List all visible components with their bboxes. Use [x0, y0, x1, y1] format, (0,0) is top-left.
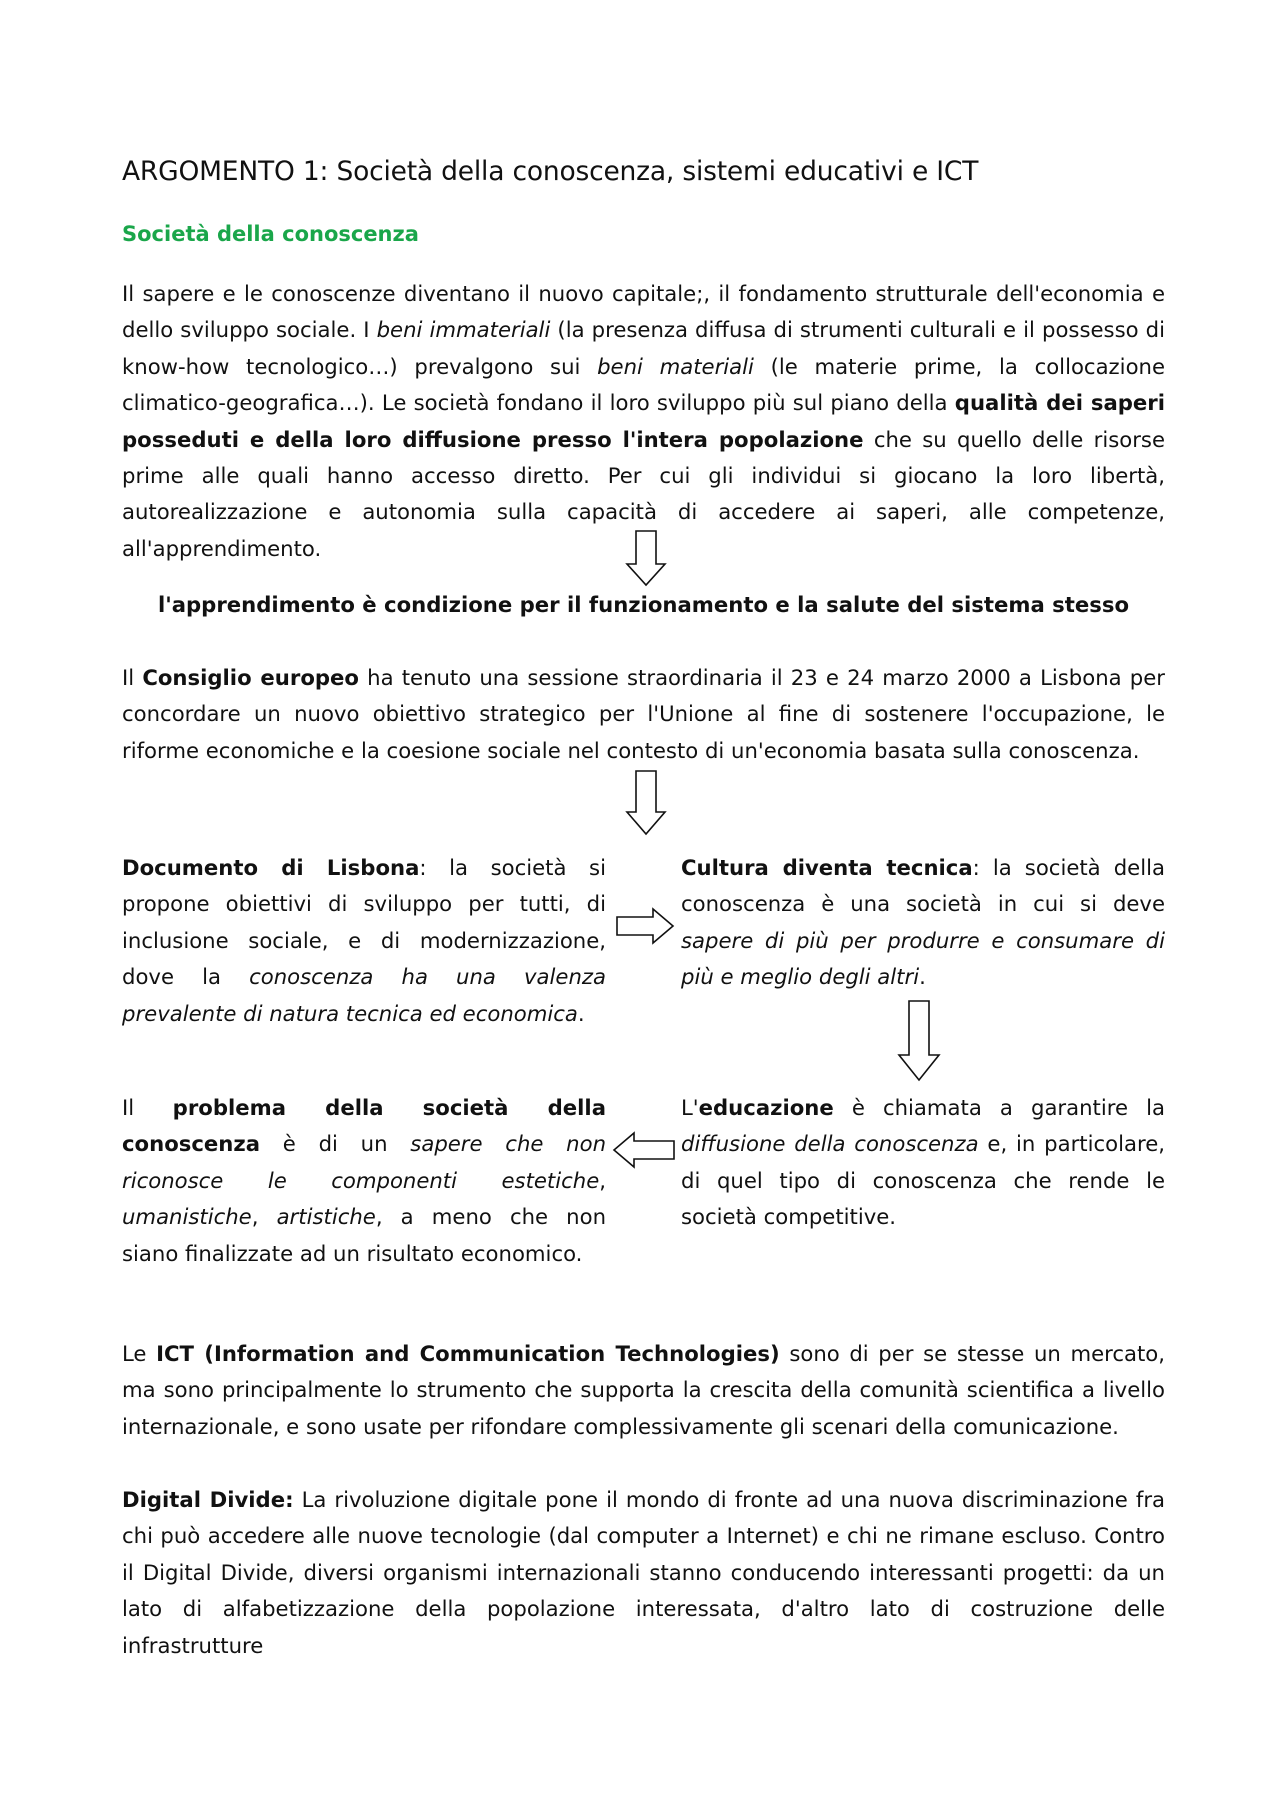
- down-arrow-icon: [625, 530, 667, 587]
- bold-ict: ICT (Information and Communication Technologies): [156, 1341, 780, 1366]
- centered-statement: l'apprendimento è condizione per il funzionamento e la salute del sistema stesso: [157, 592, 1130, 617]
- box-cultura-tecnica: Cultura diventa tecnica: la società della conoscenza è una società in cui si deve sapere di più per produrre e consumare di più e meglio degli altri.: [681, 855, 1165, 990]
- down-arrow-icon: [625, 770, 667, 836]
- bold-digital-divide: Digital Divide:: [122, 1487, 294, 1512]
- down-arrow-icon: [897, 1000, 941, 1082]
- italic-beni-materiali: beni materiali: [597, 353, 754, 379]
- paragraph-consiglio-europeo: Il Consiglio europeo ha tenuto una sessione straordinaria il 23 e 24 marzo 2000 a Lisbona per concordare un nuovo obiettivo strategico per l'Unione al fine di sostenere l'occupazione, le riforme economiche e la coesione sociale nel contesto di un'economia basata sulla conoscenza.: [122, 665, 1165, 763]
- box-educazione: L'educazione è chiamata a garantire la diffusione della conoscenza e, in particolare, di quel tipo di conoscenza che rende le società competitive.: [681, 1095, 1165, 1230]
- box-problema-conoscenza: Il problema della società della conoscenza è di un sapere che non riconosce le componenti estetiche, umanistiche, artistiche, a meno che non siano finalizzate ad un risultato economico.: [122, 1095, 607, 1266]
- left-arrow-icon: [612, 1130, 676, 1170]
- bold-consiglio-europeo: Consiglio europeo: [142, 665, 359, 690]
- section-heading: Società della conoscenza: [122, 222, 419, 246]
- right-arrow-icon: [615, 906, 675, 946]
- italic-beni-immateriali: beni immateriali: [376, 317, 551, 343]
- paragraph-knowledge-society: Il sapere e le conoscenze diventano il nuovo capitale;, il fondamento strutturale dell'economia e dello sviluppo sociale. I beni immateriali (la presenza diffusa di strumenti culturali e il possesso di know-how tecnologico…) prevalgono sui beni materiali (le materie prime, la collocazione climatico-geografica…). Le società fondano il loro sviluppo più sul piano della qualità dei saperi posseduti e della loro diffusione presso l'intera popolazione che su quello delle risorse prime alle quali hanno accesso diretto. Per cui gli individui si giocano la loro libertà, autorealizzazione e autonomia sulla capacità di accedere ai saperi, alle competenze, all'apprendimento.: [122, 281, 1165, 561]
- paragraph-digital-divide: Digital Divide: La rivoluzione digitale pone il mondo di fronte ad una nuova discriminazione fra chi può accedere alle nuove tecnologie (dal computer a Internet) e chi ne rimane escluso. Contro il Digital Divide, diversi organismi internazionali stanno conducendo interessanti progetti: da un lato di alfabetizzazione della popolazione interessata, d'altro lato di costruzione delle infrastrutture: [122, 1487, 1166, 1658]
- paragraph-ict: Le ICT (Information and Communication Technologies) sono di per se stesse un mercato, ma sono principalmente lo strumento che supporta la crescita della comunità scientifica a livello internazionale, e sono usate per rifondare complessivamente gli scenari della comunicazione.: [122, 1341, 1165, 1439]
- box-documento-lisbona: Documento di Lisbona: la società si propone obiettivi di sviluppo per tutti, di inclusione sociale, e di modernizzazione, dove la conoscenza ha una valenza prevalente di natura tecnica ed economica.: [122, 855, 606, 1026]
- bold-qualita-saperi: qualità dei saperi posseduti e della loro diffusione presso l'intera popolazione: [122, 390, 1165, 452]
- document-title: ARGOMENTO 1: Società della conoscenza, sistemi educativi e ICT: [122, 156, 979, 187]
